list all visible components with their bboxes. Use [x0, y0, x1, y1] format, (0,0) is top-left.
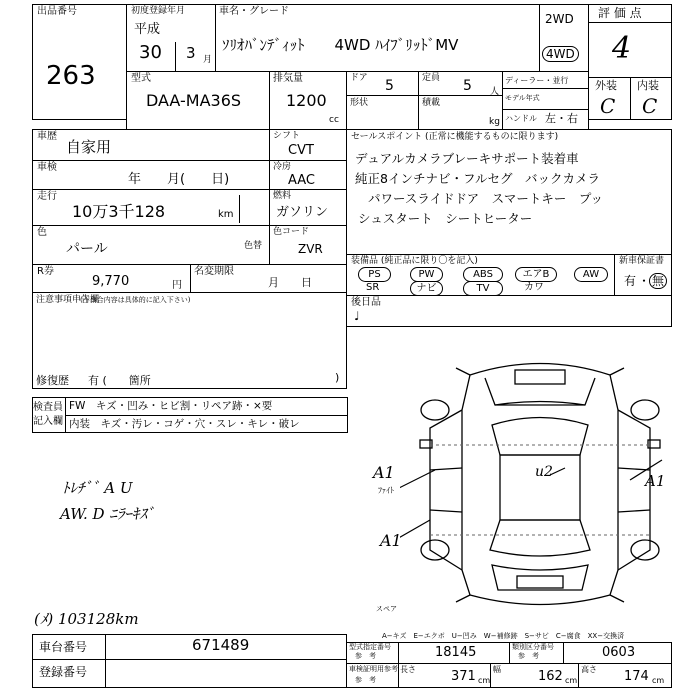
mark-a1-right: A1 [645, 472, 666, 490]
warranty-no[interactable]: 無 [649, 273, 667, 289]
color-label: 色 [37, 227, 47, 238]
history-grid [32, 129, 347, 389]
sales-points-label: セールスポイント (正常に機能するものに限ります) [351, 132, 559, 142]
inspector-row-2: 内装 キズ・汚レ・コゲ・穴・スレ・キレ・破レ [69, 418, 300, 430]
drive-4wd[interactable]: 4WD [542, 46, 579, 62]
registration-month: 3 [186, 44, 196, 62]
length-unit: cm [478, 676, 491, 685]
equip-aw[interactable]: AW [574, 267, 608, 282]
equip-sr[interactable]: SR [366, 282, 380, 293]
warranty-yes[interactable]: 有 [624, 274, 637, 288]
drive-2wd: 2WD [545, 12, 574, 26]
inspector-row-1: FW キズ・凹み・ヒビ割・リペア跡・×要 [69, 400, 273, 412]
era-text: 平成 [134, 22, 161, 37]
displacement-label: 排気量 [273, 73, 303, 84]
capacity-label: 定員 [422, 73, 441, 83]
exterior-grade: C [600, 94, 616, 118]
model-label: 型式 [131, 73, 151, 84]
doors-value: 5 [385, 78, 394, 94]
mileage-value: 10万3千128 [72, 202, 166, 221]
first-registration-label: 初度登録年月 [131, 6, 186, 16]
colorcode-label: 色コード [273, 227, 310, 237]
model-code: DAA-MA36S [146, 91, 242, 110]
hand-note-1: ﾄﾚﾁﾞﾞ A U [62, 479, 133, 497]
inspector-label-1: 検査員 [33, 402, 63, 413]
handle-label: ハンドル [505, 114, 537, 123]
shaken-value: 年 月( 日) [128, 172, 230, 187]
cc-unit: cc [329, 115, 339, 125]
registration-year: 30 [139, 42, 162, 63]
type-no-label: 型式指定番号 [349, 643, 391, 651]
equip-navi[interactable]: ナビ [410, 281, 443, 296]
type-no-ref: 参 考 [355, 652, 376, 660]
sales-line-1: デュアルカメラブレーキサポート装着車 [355, 151, 579, 166]
hand-mileage-note: (ﾒ) 103128km [34, 610, 139, 628]
hand-note-2: AW. D ﾆﾗｰｷｽﾞ [60, 505, 155, 523]
sales-line-2: 純正8インチナビ・フルセグ バックカメラ [355, 171, 600, 186]
width-value: 162 [538, 669, 563, 684]
color-value: パール [66, 241, 108, 257]
shift-value: CVT [288, 143, 314, 158]
car-damage-diagram[interactable] [400, 350, 680, 618]
equip-abs[interactable]: ABS [463, 267, 503, 282]
score-label: 評 価 点 [598, 6, 642, 20]
height-value: 174 [624, 669, 649, 684]
history-value: 自家用 [66, 138, 112, 156]
repair-label: 修復歴 [36, 374, 69, 387]
nameplate-label: 名変期限 [194, 266, 234, 277]
warranty-label: 新車保証書 [619, 256, 665, 266]
height-label: 高さ [581, 665, 597, 674]
mileage-label: 走行 [37, 191, 57, 202]
spare-label: スペア [376, 605, 397, 613]
reg-label: 登録番号 [39, 665, 88, 679]
mark-a1-left: A1 [373, 463, 395, 482]
warranty-dot: ・ [638, 274, 651, 288]
ac-label: 冷房 [273, 162, 292, 172]
recolor-label: 色替 [244, 241, 263, 251]
repair-value: 有 ( 箇所 [88, 374, 151, 387]
nameplate-value: 月 日 [268, 276, 312, 289]
lot-number-label: 出品番号 [37, 6, 77, 17]
month-unit: 月 [203, 55, 213, 65]
model-year-label: モデル年式 [505, 94, 540, 102]
dims-ref: 参 考 [355, 676, 376, 684]
class-no-ref: 参 考 [518, 652, 539, 660]
inspector-label-2: 記入欄 [33, 416, 63, 427]
lot-number: 263 [46, 61, 96, 91]
class-no-label: 類別区分番号 [512, 643, 554, 651]
length-value: 371 [451, 669, 476, 684]
chassis-value: 671489 [192, 636, 250, 654]
dims-label: 車検証明用参考 [349, 665, 398, 673]
colorcode-value: ZVR [298, 242, 323, 256]
chassis-label: 車台番号 [39, 640, 88, 654]
interior-grade: C [642, 94, 658, 118]
exterior-label: 外装 [595, 79, 617, 92]
damage-legend: A−キズ E−エクボ U−凹み W−補修跡 S−サビ C−腐食 XX−交換済 [382, 632, 625, 640]
fuel-label: 燃料 [273, 191, 292, 201]
shift-label: シフト [273, 131, 301, 141]
km-unit: km [218, 209, 234, 220]
car-name: ｿﾘｵﾊﾞﾝﾃﾞｨｯﾄ 4WD ﾊｲﾌﾞﾘｯﾄﾞMV [222, 36, 459, 54]
shaken-label: 車検 [37, 162, 57, 173]
load-label: 積載 [422, 98, 441, 108]
accessories-box [346, 295, 672, 327]
equip-tv[interactable]: TV [463, 281, 503, 296]
accessories-value: ♩ [354, 309, 360, 323]
length-label: 長さ [400, 665, 416, 674]
equipment-label: 装備品 (純正品に限り〇を記入) [351, 256, 478, 266]
recycle-label: R券 [37, 266, 54, 277]
history-label: 車歴 [37, 131, 57, 142]
repair-close-bracket: ) [335, 371, 340, 384]
handle-value[interactable]: 左・右 [545, 112, 578, 125]
sales-line-4: シュスタート シートヒーター [358, 211, 533, 226]
kg-unit: kg [489, 117, 500, 127]
width-unit: cm [565, 676, 578, 685]
width-label: 幅 [493, 665, 501, 674]
notes-label: 注意事項申告欄 [36, 295, 100, 305]
equip-airbag[interactable]: エアB [515, 267, 557, 282]
dealer-label: ディーラー・並行 [505, 76, 569, 85]
capacity-value: 5 [463, 78, 472, 94]
interior-label: 内装 [637, 79, 659, 92]
shape-label: 形状 [350, 98, 369, 108]
score-value: 4 [612, 31, 632, 66]
mark-a1-left-sub: ﾌｧｲﾄ [378, 486, 394, 495]
mark-u2: u2 [535, 464, 553, 480]
persons-unit: 人 [490, 87, 500, 97]
equip-leather[interactable]: カワ [524, 282, 544, 293]
ac-value: AAC [288, 173, 315, 188]
equip-pw[interactable]: PW [410, 267, 443, 282]
car-name-label: 車名・グレード [219, 6, 289, 17]
fuel-value: ガソリン [276, 205, 329, 220]
accessories-label: 後日品 [351, 297, 381, 308]
sales-line-3: パワースライドドア スマートキー プッ [368, 191, 604, 206]
equip-ps[interactable]: PS [358, 267, 391, 282]
notes-sub: (不具合内容は具体的に記入下さい) [80, 296, 191, 304]
height-unit: cm [652, 676, 665, 685]
mark-a1-bottom: A1 [380, 531, 402, 550]
displacement-value: 1200 [286, 91, 327, 110]
yen-unit: 円 [172, 280, 182, 291]
doors-label: ドア [350, 73, 368, 83]
recycle-value: 9,770 [92, 274, 130, 289]
type-no-value: 18145 [435, 645, 477, 660]
class-no-value: 0603 [602, 645, 636, 660]
